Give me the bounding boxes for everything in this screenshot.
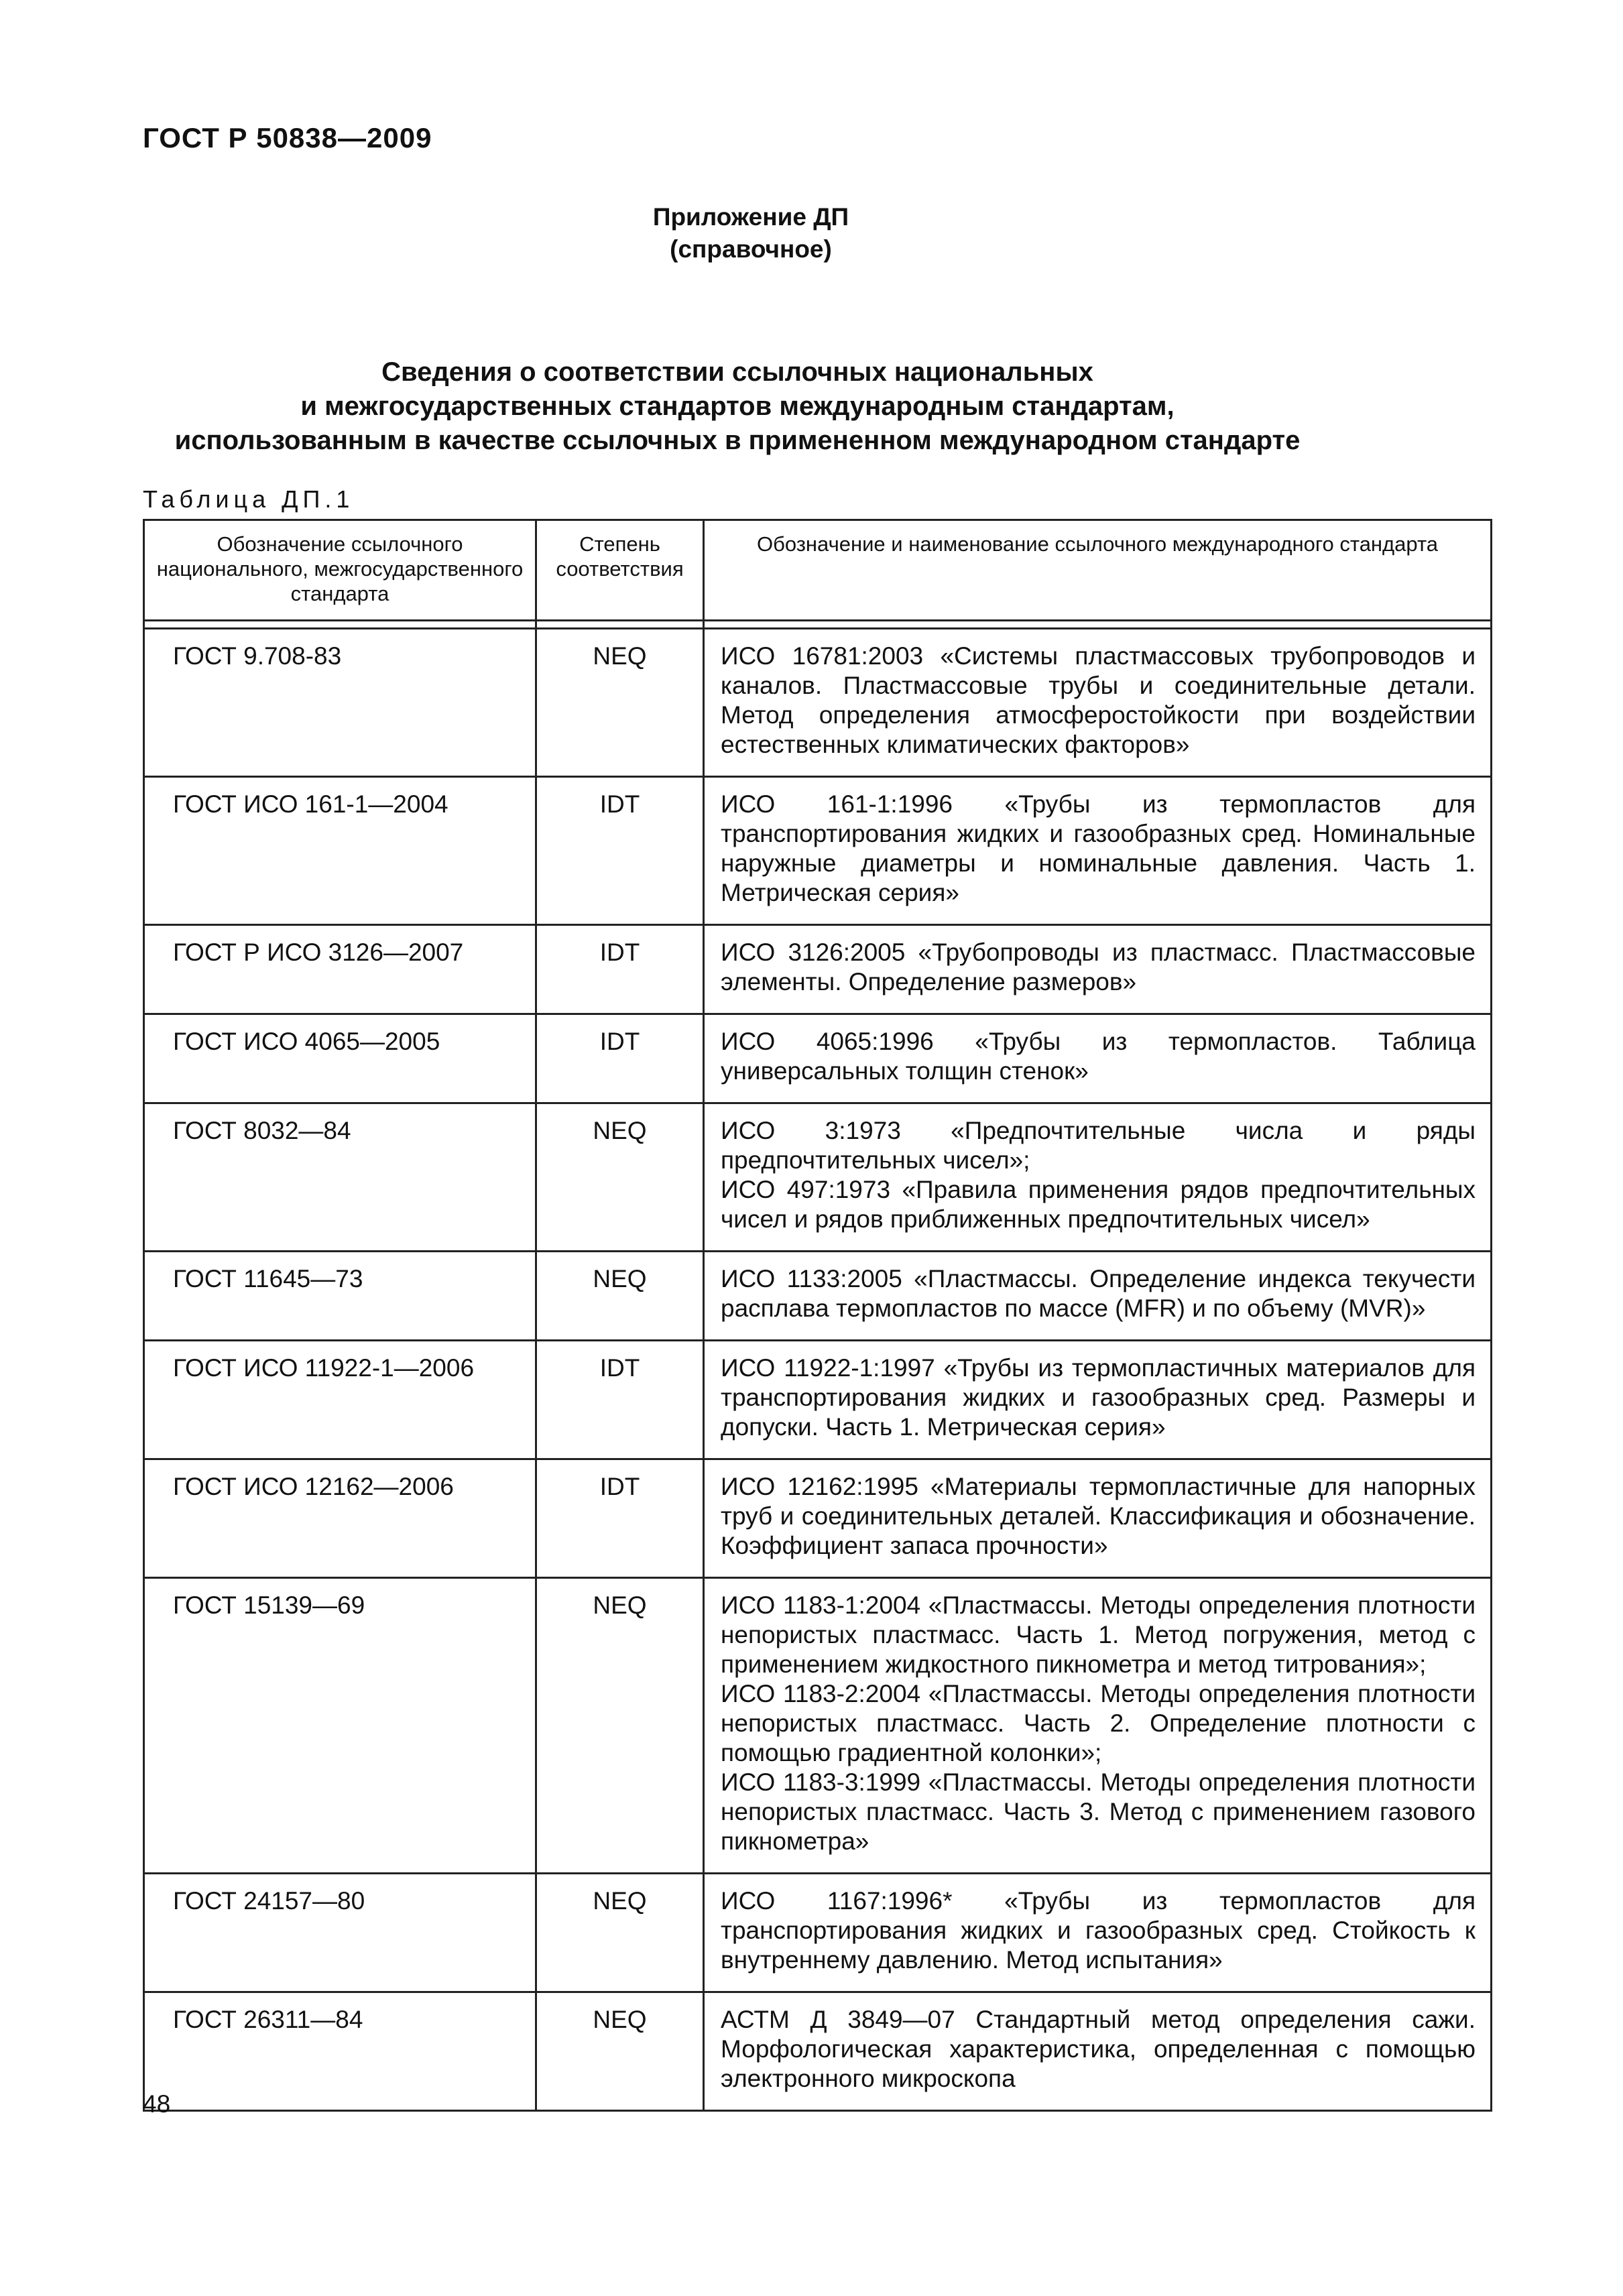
- national-standard-cell: ГОСТ 8032—84: [144, 1103, 536, 1252]
- degree-cell: NEQ: [536, 1578, 704, 1874]
- international-standard-cell: [704, 1459, 1492, 1578]
- international-standard-entry: ИСО 497:1973 «Правила применения рядов предпочтительных чисел и рядов приближенных предпочтительных чисел»: [721, 1176, 1476, 1233]
- table-row: [144, 1459, 1492, 1578]
- international-standard-entry: ИСО 1183-1:2004 «Пластмассы. Методы определения плотности непористых пластмасс. Часть 1. Метод погружения, метод с применением жидкостного пикнометра и метод титрования»;: [721, 1591, 1476, 1678]
- degree-cell: IDT: [536, 1341, 704, 1459]
- international-standard-cell: [704, 1578, 1492, 1874]
- table-row: [144, 1992, 1492, 2111]
- degree-cell: NEQ: [536, 1103, 704, 1252]
- table-row: [144, 777, 1492, 925]
- international-standard-cell: [704, 1014, 1492, 1103]
- degree-cell: NEQ: [536, 1874, 704, 1992]
- reference-standards-table: [143, 519, 1492, 2112]
- table-body: [144, 629, 1492, 2111]
- appendix-heading: [0, 201, 1623, 265]
- degree-cell: NEQ: [536, 629, 704, 777]
- degree-cell: IDT: [536, 1459, 704, 1578]
- international-standard-entry: ИСО 11922-1:1997 «Трубы из термопластичных материалов для транспортирования жидких и газообразных сред. Размеры и допуски. Часть 1. Метрическая серия»: [721, 1354, 1476, 1441]
- table-header-row: [144, 520, 1492, 621]
- appendix-name: Приложение ДП: [652, 203, 849, 231]
- column-header-international-standard: Обозначение и наименование ссылочного международного стандарта: [704, 520, 1492, 621]
- international-standard-entry: ИСО 3:1973 «Предпочтительные числа и ряды предпочтительных чисел»;: [721, 1117, 1476, 1174]
- section-title: [0, 355, 1623, 458]
- international-standard-entry: ИСО 1167:1996* «Трубы из термопластов для транспортирования жидких и газообразных сред. Стойкость к внутреннему давлению. Метод испытания»: [721, 1887, 1476, 1974]
- table-row: [144, 1252, 1492, 1341]
- national-standard-cell: ГОСТ ИСО 12162—2006: [144, 1459, 536, 1578]
- table-row: [144, 925, 1492, 1014]
- degree-cell: IDT: [536, 1014, 704, 1103]
- international-standard-cell: [704, 925, 1492, 1014]
- international-standard-cell: [704, 1252, 1492, 1341]
- national-standard-cell: ГОСТ 15139—69: [144, 1578, 536, 1874]
- degree-cell: IDT: [536, 777, 704, 925]
- header-double-rule: [144, 621, 1492, 629]
- table-row: [144, 629, 1492, 777]
- international-standard-entry: ИСО 1183-2:2004 «Пластмассы. Методы определения плотности непористых пластмасс. Часть 2. Определение плотности с помощью градиентной колонки»;: [721, 1680, 1476, 1766]
- international-standard-entry: ИСО 1133:2005 «Пластмассы. Определение индекса текучести расплава термопластов по массе (MFR) и по объему (MVR)»: [721, 1265, 1476, 1322]
- section-title-line: использованным в качестве ссылочных в примененном международном стандарте: [174, 426, 1301, 455]
- international-standard-entry: ИСО 3126:2005 «Трубопроводы из пластмасс. Пластмассовые элементы. Определение размеров»: [721, 939, 1476, 995]
- table-row: [144, 1578, 1492, 1874]
- international-standard-cell: [704, 1103, 1492, 1252]
- international-standard-entry: ИСО 16781:2003 «Системы пластмассовых трубопроводов и каналов. Пластмассовые трубы и соединительные детали. Метод определения атмосферостойкости при воздействии естественных климатических факторов»: [721, 642, 1476, 758]
- national-standard-cell: ГОСТ ИСО 4065—2005: [144, 1014, 536, 1103]
- national-standard-cell: ГОСТ 26311—84: [144, 1992, 536, 2111]
- appendix-kind: (справочное): [670, 235, 832, 263]
- international-standard-entry: ИСО 161-1:1996 «Трубы из термопластов для транспортирования жидких и газообразных сред. Номинальные наружные диаметры и номинальные давления. Часть 1. Метрическая серия»: [721, 790, 1476, 906]
- table-caption: Таблица ДП.1: [143, 485, 355, 513]
- international-standard-cell: [704, 1874, 1492, 1992]
- degree-cell: NEQ: [536, 1252, 704, 1341]
- degree-cell: NEQ: [536, 1992, 704, 2111]
- national-standard-cell: ГОСТ ИСО 161-1—2004: [144, 777, 536, 925]
- column-header-national-standard: Обозначение ссылочного национального, межгосударственного стандарта: [144, 520, 536, 621]
- international-standard-cell: [704, 1341, 1492, 1459]
- column-header-degree: Степень соответствия: [536, 520, 704, 621]
- national-standard-cell: ГОСТ 9.708-83: [144, 629, 536, 777]
- running-header: ГОСТ Р 50838—2009: [143, 122, 432, 154]
- international-standard-cell: [704, 1992, 1492, 2111]
- section-title-line: Сведения о соответствии ссылочных национальных: [381, 357, 1093, 387]
- header-rule-cell: [144, 621, 536, 629]
- international-standard-entry: АСТМ Д 3849—07 Стандартный метод определения сажи. Морфологическая характеристика, определенная с помощью электронного микроскопа: [721, 2006, 1476, 2092]
- header-rule-cell: [704, 621, 1492, 629]
- national-standard-cell: ГОСТ Р ИСО 3126—2007: [144, 925, 536, 1014]
- national-standard-cell: ГОСТ ИСО 11922-1—2006: [144, 1341, 536, 1459]
- international-standard-entry: ИСО 4065:1996 «Трубы из термопластов. Таблица универсальных толщин стенок»: [721, 1028, 1476, 1085]
- table-row: [144, 1103, 1492, 1252]
- table-row: [144, 1014, 1492, 1103]
- table-row: [144, 1341, 1492, 1459]
- international-standard-cell: [704, 629, 1492, 777]
- degree-cell: IDT: [536, 925, 704, 1014]
- section-title-line: и межгосударственных стандартов международным стандартам,: [300, 391, 1175, 421]
- national-standard-cell: ГОСТ 24157—80: [144, 1874, 536, 1992]
- table-row: [144, 1874, 1492, 1992]
- international-standard-cell: [704, 777, 1492, 925]
- international-standard-entry: ИСО 12162:1995 «Материалы термопластичные для напорных труб и соединительных деталей. Классификация и обозначение. Коэффициент запаса прочности»: [721, 1473, 1476, 1559]
- page-number: 48: [143, 2090, 171, 2118]
- header-rule-cell: [536, 621, 704, 629]
- national-standard-cell: ГОСТ 11645—73: [144, 1252, 536, 1341]
- international-standard-entry: ИСО 1183-3:1999 «Пластмассы. Методы определения плотности непористых пластмасс. Часть 3. Метод с применением газового пикнометра»: [721, 1768, 1476, 1855]
